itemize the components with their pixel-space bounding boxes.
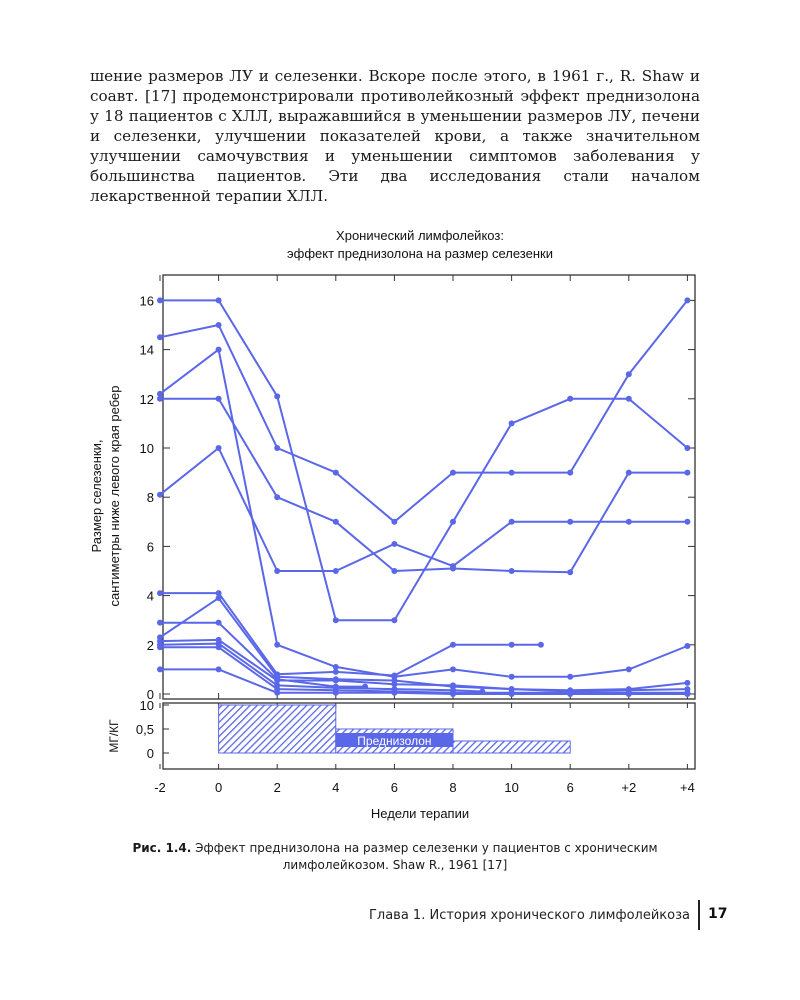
data-point <box>157 620 163 626</box>
y-tick-label: 16 <box>139 293 154 309</box>
data-point <box>333 519 339 525</box>
caption-label: Рис. 1.4. <box>132 841 192 855</box>
data-point <box>157 297 163 303</box>
series-line-4 <box>160 399 687 572</box>
running-footer-chapter: Глава 1. История хронического лимфолейкоза <box>368 908 690 923</box>
data-point <box>391 690 397 696</box>
data-point <box>333 677 339 683</box>
dose-step-bar <box>453 741 570 753</box>
chart-title-line2: эффект преднизолона на размер селезенки <box>287 246 553 261</box>
dose-y-tick-label: 0,5 <box>135 722 154 737</box>
data-point <box>626 666 632 672</box>
prednisolone-label: Преднизолон <box>357 734 432 748</box>
data-point <box>274 494 280 500</box>
x-tick-label: 8 <box>449 780 457 795</box>
dose-step-bar <box>219 705 336 753</box>
data-point <box>567 691 573 697</box>
data-point <box>216 445 222 451</box>
data-point <box>157 334 163 340</box>
figure-caption <box>90 840 700 874</box>
data-point <box>391 568 397 574</box>
data-point <box>567 396 573 402</box>
data-point <box>684 297 690 303</box>
data-point <box>684 691 690 697</box>
data-point <box>274 690 280 696</box>
y-tick-label: 6 <box>146 539 154 555</box>
data-point <box>274 642 280 648</box>
data-point <box>509 642 515 648</box>
y-tick-label: 2 <box>146 637 154 653</box>
footer-divider <box>698 900 700 930</box>
chart-title-line1: Хронический лимфолейкоз: <box>336 228 504 243</box>
data-point <box>216 644 222 650</box>
x-tick-label: 6 <box>566 780 574 795</box>
data-point <box>626 396 632 402</box>
data-point <box>274 568 280 574</box>
y-tick-label: 8 <box>146 490 154 506</box>
data-point <box>684 680 690 686</box>
data-point <box>157 590 163 596</box>
y-tick-label: 14 <box>139 342 154 358</box>
x-tick-label: 2 <box>273 780 281 795</box>
data-point <box>333 690 339 696</box>
data-point <box>333 470 339 476</box>
data-point <box>684 445 690 451</box>
data-point <box>509 470 515 476</box>
x-tick-label: 10 <box>504 780 519 795</box>
data-point <box>509 519 515 525</box>
dose-axis-label: МГ/КГ <box>107 719 121 753</box>
data-point <box>333 568 339 574</box>
x-tick-label: 6 <box>390 780 399 795</box>
y-tick-label: 10 <box>139 441 154 456</box>
data-point <box>450 519 456 525</box>
data-point <box>509 568 515 574</box>
data-point <box>450 691 456 697</box>
data-point <box>333 669 339 675</box>
caption-text: Эффект преднизолона на размер селезенки у пациентов с хроническим лимфолейкозом. Shaw R., 1961 [17] <box>191 841 658 872</box>
data-point <box>157 492 163 498</box>
data-point <box>450 642 456 648</box>
series-line-5 <box>160 448 687 571</box>
data-point <box>216 666 222 672</box>
data-point <box>626 691 632 697</box>
data-point <box>274 393 280 399</box>
series-line-1 <box>160 300 687 620</box>
x-tick-label: -2 <box>154 780 166 795</box>
y-tick-label: 0 <box>146 687 154 702</box>
x-tick-label: 0 <box>214 780 223 795</box>
y-axis-label-line2: сантиметры ниже левого края ребер <box>107 385 122 607</box>
y-axis-label-line1: Размер селезенки, <box>89 439 104 553</box>
data-point <box>216 322 222 328</box>
data-point <box>216 396 222 402</box>
data-point <box>538 642 544 648</box>
page-number: 17 <box>708 906 728 922</box>
body-paragraph: шение размеров ЛУ и селезенки. Вскоре после этого, в 1961 г., R. Shaw и соавт. [17] продемонстрировали противолейкозный эффект преднизолона у 18 пациентов с ХЛЛ, выражавшийся в уменьшении размеров ЛУ, печени и селезенки, улучшении показателей крови, а также значительном улучшении самочувствия и уменьшении симптомов заболевания у большинства пациентов. Эти два исследования стали началом лекарственной терапии ХЛЛ. <box>90 67 700 205</box>
data-point <box>626 470 632 476</box>
data-point <box>157 666 163 672</box>
data-point <box>509 420 515 426</box>
data-point <box>567 470 573 476</box>
dose-y-tick-label: 0 <box>146 746 154 761</box>
series-line-8 <box>160 598 687 690</box>
y-tick-label: 4 <box>146 588 154 604</box>
data-point <box>216 620 222 626</box>
data-point <box>274 445 280 451</box>
data-point <box>567 674 573 680</box>
data-point <box>684 470 690 476</box>
data-point <box>391 541 397 547</box>
data-point <box>216 347 222 353</box>
x-tick-label: +4 <box>679 780 695 795</box>
x-tick-label: +2 <box>621 780 637 795</box>
data-point <box>450 666 456 672</box>
series-line-6 <box>160 593 541 675</box>
y-tick-label: 12 <box>139 391 154 407</box>
data-point <box>626 519 632 525</box>
data-point <box>567 519 573 525</box>
data-point <box>450 563 456 569</box>
data-point <box>333 617 339 623</box>
data-point <box>626 371 632 377</box>
dose-y-tick-label: 10 <box>139 698 154 713</box>
x-tick-label: 4 <box>332 780 340 795</box>
data-point <box>567 569 573 575</box>
data-point <box>216 297 222 303</box>
data-point <box>684 519 690 525</box>
data-point <box>391 519 397 525</box>
data-point <box>450 470 456 476</box>
data-point <box>157 644 163 650</box>
data-point <box>684 643 690 649</box>
data-point <box>509 691 515 697</box>
x-axis-label: Недели терапии <box>370 806 470 821</box>
data-point <box>391 617 397 623</box>
data-point <box>509 674 515 680</box>
data-point <box>157 396 163 402</box>
data-point <box>216 595 222 601</box>
